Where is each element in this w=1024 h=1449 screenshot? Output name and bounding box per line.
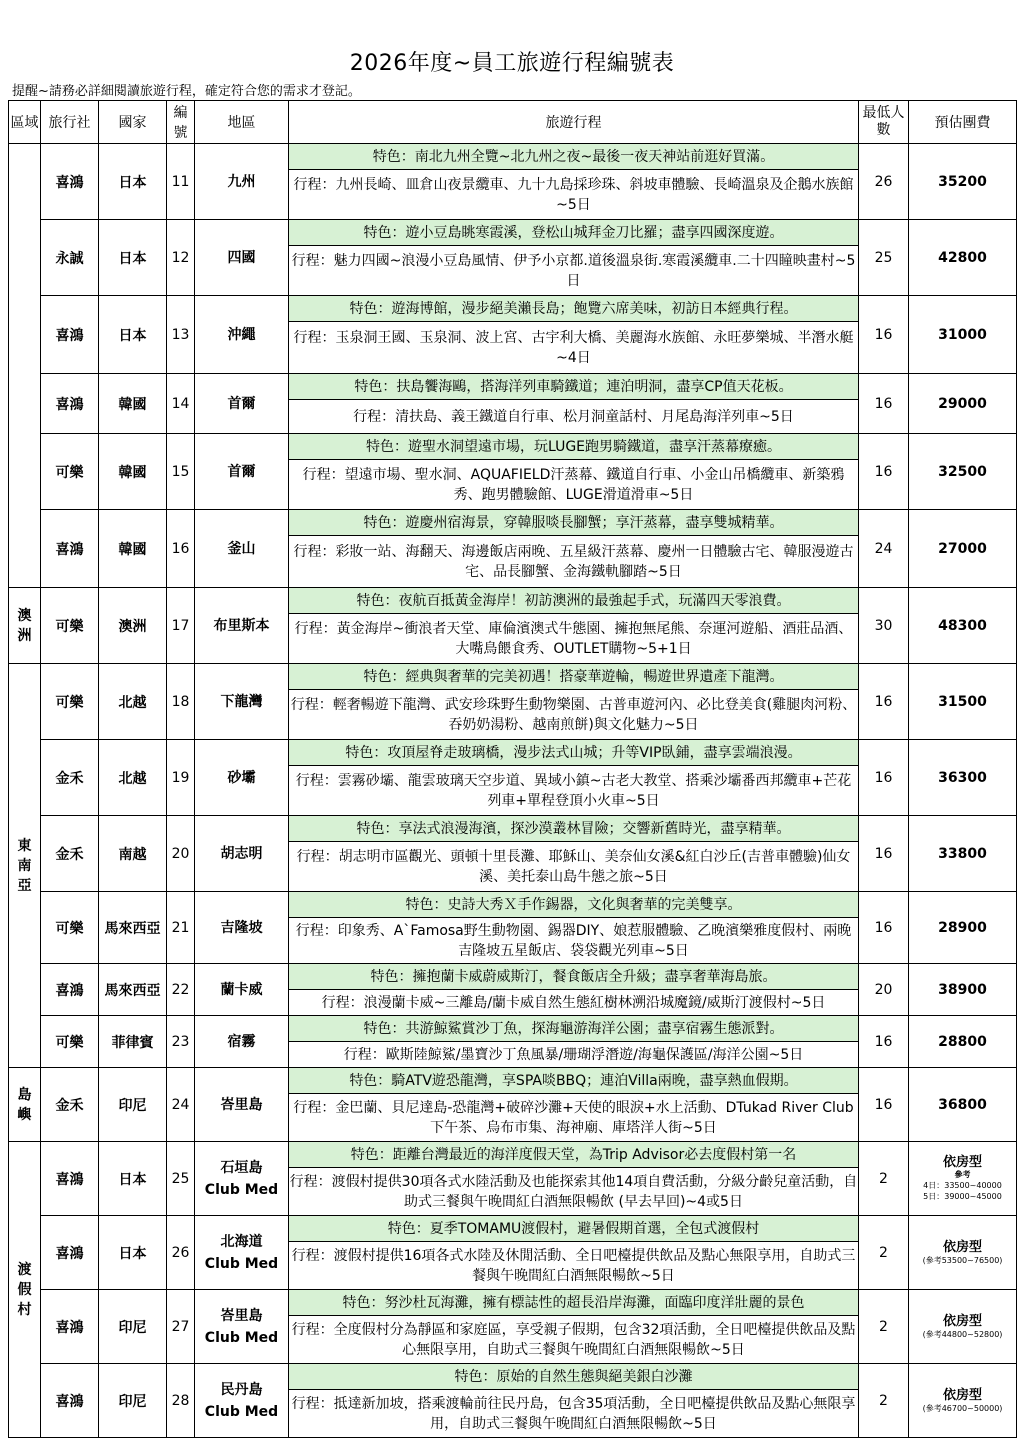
feature-cell: 特色：經典與奢華的完美初遇！搭豪華遊輪，暢遊世界遺產下龍灣。 [289, 664, 859, 690]
itinerary-cell: 行程：魅力四國~浪漫小豆島風情、伊予小京都.道後溫泉街.寒霞溪纜車.二十四瞳映畫村~5日 [289, 246, 859, 296]
feature-cell: 特色：享法式浪漫海濱，探沙漠叢林冒險；交響新舊時光，盡享精華。 [289, 816, 859, 842]
agency-cell: 喜鴻 [41, 1142, 99, 1216]
fee-cell: 36800 [909, 1068, 1017, 1142]
trip-row [9, 740, 1017, 766]
header-min-people: 最低人數 [859, 101, 909, 144]
fee-cell: 29000 [909, 374, 1017, 434]
agency-cell: 金禾 [41, 740, 99, 816]
min-people-cell: 16 [859, 1068, 909, 1142]
fee-cell [909, 1364, 1017, 1438]
itinerary-cell: 行程：歐斯陸鯨鯊/墨寶沙丁魚風暴/珊瑚浮潛遊/海龜保護區/海洋公園~5日 [289, 1042, 859, 1068]
area-name: 蘭卡威 [220, 981, 263, 998]
min-people-cell: 16 [859, 740, 909, 816]
area-cell [195, 1216, 289, 1290]
area-cell [195, 1142, 289, 1216]
trip-row [9, 964, 1017, 990]
min-people-cell: 16 [859, 296, 909, 374]
trip-row [9, 1016, 1017, 1042]
area-cell [195, 740, 289, 816]
agency-cell: 可樂 [41, 1016, 99, 1068]
itinerary-cell: 行程：黃金海岸~衝浪者天堂、庫倫濱澳式牛態園、擁抱無尾熊、奈運河遊船、酒莊品酒、大嘴鳥餵食秀、OUTLET購物~5+1日 [289, 614, 859, 664]
min-people-cell: 2 [859, 1142, 909, 1216]
area-resort-name: Club Med [204, 1181, 279, 1198]
area-cell [195, 296, 289, 374]
area-cell [195, 964, 289, 1016]
country-cell: 日本 [99, 1142, 167, 1216]
number-cell: 17 [167, 588, 195, 664]
area-name: 北海道 [220, 1233, 263, 1250]
feature-cell: 特色：夏季TOMAMU渡假村，避暑假期首選，全包式渡假村 [289, 1216, 859, 1242]
min-people-cell: 2 [859, 1216, 909, 1290]
region-cell [9, 144, 41, 588]
itinerary-cell: 行程：渡假村提供16項各式水陸及休閒活動、全日吧檯提供飲品及點心無限享用，自助式三餐與午晚間紅白酒無限暢飲~5日 [289, 1242, 859, 1290]
area-cell [195, 1364, 289, 1438]
fee-note: (參考53500~76500) [922, 1255, 1003, 1265]
itinerary-cell: 行程：輕奢暢遊下龍灣、武安珍珠野生動物樂園、古普車遊河內、必比登美食(雞腿肉河粉、吞奶奶湯粉、越南煎餅)與文化魅力~5日 [289, 690, 859, 740]
feature-cell: 特色：遊慶州宿海景，穿韓服啖長腳蟹；享汗蒸幕，盡享雙城精華。 [289, 510, 859, 536]
min-people-cell: 16 [859, 434, 909, 510]
agency-cell: 喜鴻 [41, 1290, 99, 1364]
number-cell: 22 [167, 964, 195, 1016]
fee-label: 依房型 [942, 1387, 982, 1403]
area-name: 首爾 [227, 463, 256, 480]
area-name: 胡志明 [220, 845, 263, 862]
area-resort-name: Club Med [204, 1329, 279, 1346]
area-cell [195, 664, 289, 740]
area-cell [195, 1016, 289, 1068]
fee-cell: 28900 [909, 892, 1017, 964]
number-cell: 28 [167, 1364, 195, 1438]
feature-cell: 特色：擁抱蘭卡威蔚威斯汀，餐食飯店全升級；盡享奢華海島旅。 [289, 964, 859, 990]
fee-reference: 參考 [954, 1170, 971, 1179]
fee-cell: 42800 [909, 220, 1017, 296]
number-cell: 11 [167, 144, 195, 220]
fee-note: (參考46700~50000) [922, 1403, 1003, 1413]
country-cell: 馬來西亞 [99, 964, 167, 1016]
number-cell: 12 [167, 220, 195, 296]
feature-cell: 特色：原始的自然生態與絕美銀白沙灘 [289, 1364, 859, 1390]
trip-row [9, 1142, 1017, 1168]
country-cell: 菲律賓 [99, 1016, 167, 1068]
fee-cell: 36300 [909, 740, 1017, 816]
number-cell: 23 [167, 1016, 195, 1068]
table-body [9, 144, 1017, 1438]
country-cell: 澳洲 [99, 588, 167, 664]
itinerary-cell: 行程：胡志明市區觀光、頭頓十里長灘、耶穌山、美奈仙女溪&紅白沙丘(吉普車體驗)仙女溪、美托泰山島牛態之旅~5日 [289, 842, 859, 892]
area-name: 沖繩 [227, 326, 256, 343]
country-cell: 韓國 [99, 510, 167, 588]
header-agency: 旅行社 [41, 101, 99, 144]
feature-cell: 特色：騎ATV遊恐龍灣，享SPA啖BBQ；連泊Villa兩晚，盡享熱血假期。 [289, 1068, 859, 1094]
country-cell: 日本 [99, 296, 167, 374]
number-cell: 15 [167, 434, 195, 510]
min-people-cell: 26 [859, 144, 909, 220]
itinerary-cell: 行程：抵達新加坡，搭乘渡輪前往民丹島，包含35項活動，全日吧檯提供飲品及點心無限享用，自助式三餐與午晚間紅白酒無限暢飲~5日 [289, 1390, 859, 1438]
area-cell [195, 1290, 289, 1364]
itinerary-cell: 行程：望遠市場、聖水洞、AQUAFIELD汗蒸幕、鐵道自行車、小金山吊橋纜車、新築鴉秀、跑男體驗館、LUGE滑道滑車~5日 [289, 460, 859, 510]
reminder-text: 提醒~請務必詳細閱讀旅遊行程，確定符合您的需求才登記。 [12, 84, 361, 99]
fee-cell [909, 1290, 1017, 1364]
region-cell [9, 588, 41, 664]
feature-cell: 特色：扶島饗海鷗，搭海洋列車騎鐵道；連泊明洞，盡享CP值天花板。 [289, 374, 859, 400]
number-cell: 20 [167, 816, 195, 892]
feature-cell: 特色：南北九州全覽~北九州之夜~最後一夜天神站前逛好買滿。 [289, 144, 859, 170]
header-region: 區域 [9, 101, 41, 144]
region-label: 澳洲 [17, 607, 32, 644]
fee-cell [909, 1216, 1017, 1290]
region-cell [9, 1142, 41, 1438]
fee-cell: 33800 [909, 816, 1017, 892]
page-title: 2026年度~員工旅遊行程編號表 [349, 51, 675, 76]
fee-cell: 31000 [909, 296, 1017, 374]
area-cell [195, 816, 289, 892]
trip-row [9, 144, 1017, 170]
area-name: 首爾 [227, 395, 256, 412]
agency-cell: 喜鴻 [41, 144, 99, 220]
number-cell: 25 [167, 1142, 195, 1216]
trip-row [9, 1068, 1017, 1094]
number-cell: 16 [167, 510, 195, 588]
region-cell [9, 664, 41, 1068]
min-people-cell: 16 [859, 1016, 909, 1068]
itinerary-cell: 行程：九州長崎、皿倉山夜景纜車、九十九島採珍珠、斜坡車體驗、長崎溫泉及企鵝水族館~5日 [289, 170, 859, 220]
trip-row [9, 510, 1017, 536]
agency-cell: 喜鴻 [41, 296, 99, 374]
country-cell: 北越 [99, 740, 167, 816]
itinerary-cell: 行程：浪漫蘭卡威~三離島/蘭卡威自然生態紅樹林溯沿城魔鏡/威斯汀渡假村~5日 [289, 990, 859, 1016]
region-label: 渡假村 [17, 1261, 32, 1318]
itinerary-cell: 行程：清扶島、義王鐵道自行車、松月洞童話村、月尾島海洋列車~5日 [289, 400, 859, 434]
agency-cell: 可樂 [41, 664, 99, 740]
itinerary-cell: 行程：渡假村提供30項各式水陸活動及也能探索其他14項自費活動，分級分齡兒童活動，自助式三餐與午晚間紅白酒無限暢飲 (早去早回)~4或5日 [289, 1168, 859, 1216]
feature-cell: 特色：努沙杜瓦海灘，擁有標誌性的超長沿岸海灘，面臨印度洋壯麗的景色 [289, 1290, 859, 1316]
feature-cell: 特色：遊小豆島眺寒霞溪，登松山城拜金刀比羅；盡享四國深度遊。 [289, 220, 859, 246]
header-country: 國家 [99, 101, 167, 144]
agency-cell: 可樂 [41, 892, 99, 964]
header-row [9, 101, 1017, 144]
area-cell [195, 374, 289, 434]
feature-cell: 特色：共游鯨鯊賞沙丁魚，探海龜游海洋公園；盡享宿霧生態派對。 [289, 1016, 859, 1042]
area-name: 吉隆坡 [220, 919, 263, 936]
min-people-cell: 25 [859, 220, 909, 296]
country-cell: 日本 [99, 220, 167, 296]
fee-cell [909, 1142, 1017, 1216]
fee-note: (參考44800~52800) [922, 1329, 1003, 1339]
trip-row [9, 816, 1017, 842]
fee-cell: 35200 [909, 144, 1017, 220]
feature-cell: 特色：遊海博館，漫步絕美瀨長島；飽覽六席美味，初訪日本經典行程。 [289, 296, 859, 322]
country-cell: 韓國 [99, 434, 167, 510]
area-name: 宿霧 [227, 1033, 256, 1050]
itinerary-table [8, 100, 1017, 1438]
header-number: 編號 [167, 101, 195, 144]
fee-label: 依房型 [942, 1239, 982, 1255]
fee-cell: 31500 [909, 664, 1017, 740]
feature-cell: 特色：夜航百抵黃金海岸！初訪澳洲的最強起手式，玩滿四天零浪費。 [289, 588, 859, 614]
area-name: 民丹島 [220, 1381, 263, 1398]
area-name: 下龍灣 [220, 693, 263, 710]
min-people-cell: 16 [859, 816, 909, 892]
number-cell: 24 [167, 1068, 195, 1142]
area-cell [195, 220, 289, 296]
agency-cell: 金禾 [41, 1068, 99, 1142]
itinerary-cell: 行程：金巴蘭、貝尼達島-恐龍灣+破碎沙灘+天使的眼淚+水上活動、DTukad River Club下午茶、烏布市集、海神廟、庫塔洋人街~5日 [289, 1094, 859, 1142]
agency-cell: 喜鴻 [41, 1364, 99, 1438]
region-cell [9, 1068, 41, 1142]
itinerary-cell: 行程：彩妝一站、海翻天、海邊飯店兩晚、五星級汗蒸幕、慶州一日體驗古宅、韓服漫遊古宅、品長腳蟹、金海鐵軌腳踏~5日 [289, 536, 859, 588]
min-people-cell: 16 [859, 664, 909, 740]
country-cell: 韓國 [99, 374, 167, 434]
country-cell: 北越 [99, 664, 167, 740]
fee-note: 4日：33500~40000 [923, 1181, 1002, 1190]
trip-row [9, 1290, 1017, 1316]
area-resort-name: Club Med [204, 1255, 279, 1272]
number-cell: 21 [167, 892, 195, 964]
area-cell [195, 144, 289, 220]
area-name: 九州 [227, 173, 256, 190]
country-cell: 印尼 [99, 1068, 167, 1142]
agency-cell: 可樂 [41, 588, 99, 664]
number-cell: 18 [167, 664, 195, 740]
country-cell: 馬來西亞 [99, 892, 167, 964]
agency-cell: 喜鴻 [41, 1216, 99, 1290]
min-people-cell: 16 [859, 892, 909, 964]
trip-row [9, 220, 1017, 246]
fee-cell: 38900 [909, 964, 1017, 1016]
agency-cell: 喜鴻 [41, 964, 99, 1016]
feature-cell: 特色：攻頂屋脊走玻璃橋，漫步法式山城；升等VIP臥鋪，盡享雲端浪漫。 [289, 740, 859, 766]
header-itinerary: 旅遊行程 [289, 101, 859, 144]
area-name: 砂壩 [227, 769, 256, 786]
feature-cell: 特色：史詩大秀Ｘ手作錫器，文化與奢華的完美雙享。 [289, 892, 859, 918]
area-name: 四國 [227, 249, 256, 266]
agency-cell: 永誠 [41, 220, 99, 296]
trip-row [9, 434, 1017, 460]
min-people-cell: 30 [859, 588, 909, 664]
trip-row [9, 664, 1017, 690]
fee-cell: 48300 [909, 588, 1017, 664]
min-people-cell: 2 [859, 1290, 909, 1364]
agency-cell: 喜鴻 [41, 374, 99, 434]
fee-cell: 28800 [909, 1016, 1017, 1068]
region-label: 島嶼 [17, 1086, 32, 1123]
country-cell: 日本 [99, 144, 167, 220]
trip-row [9, 588, 1017, 614]
trip-row [9, 296, 1017, 322]
trip-row [9, 1364, 1017, 1390]
region-label: 東南亞 [17, 837, 32, 894]
agency-cell: 可樂 [41, 434, 99, 510]
agency-cell: 喜鴻 [41, 510, 99, 588]
trip-row [9, 374, 1017, 400]
number-cell: 13 [167, 296, 195, 374]
area-cell [195, 892, 289, 964]
min-people-cell: 20 [859, 964, 909, 1016]
fee-label: 依房型 [942, 1313, 982, 1329]
header-fee: 預估團費 [909, 101, 1017, 144]
number-cell: 26 [167, 1216, 195, 1290]
itinerary-cell: 行程：雲霧砂壩、龍雲玻璃天空步道、異域小鎮~古老大教堂、搭乘沙壩番西邦纜車+芒花列車+單程登頂小火車~5日 [289, 766, 859, 816]
area-name: 石垣島 [220, 1159, 263, 1176]
itinerary-cell: 行程：玉泉洞王國、玉泉洞、波上宮、古宇利大橋、美麗海水族館、永旺夢樂城、半潛水艇~4日 [289, 322, 859, 374]
number-cell: 27 [167, 1290, 195, 1364]
trip-row [9, 892, 1017, 918]
country-cell: 日本 [99, 1216, 167, 1290]
area-name: 峇里島 [220, 1307, 263, 1324]
fee-cell: 27000 [909, 510, 1017, 588]
min-people-cell: 24 [859, 510, 909, 588]
area-resort-name: Club Med [204, 1403, 279, 1420]
area-cell [195, 434, 289, 510]
min-people-cell: 2 [859, 1364, 909, 1438]
header-area: 地區 [195, 101, 289, 144]
itinerary-cell: 行程：印象秀、A`Famosa野生動物園、錫器DIY、娘惹服體驗、乙晚濱樂雅度假村、兩晚吉隆坡五星飯店、袋袋觀光列車~5日 [289, 918, 859, 964]
fee-note: 5日：39000~45000 [923, 1192, 1002, 1201]
feature-cell: 特色：距離台灣最近的海洋度假天堂，為Trip Advisor必去度假村第一名 [289, 1142, 859, 1168]
area-cell [195, 1068, 289, 1142]
country-cell: 印尼 [99, 1290, 167, 1364]
country-cell: 南越 [99, 816, 167, 892]
area-name: 布里斯本 [213, 617, 270, 634]
min-people-cell: 16 [859, 374, 909, 434]
trip-row [9, 1216, 1017, 1242]
number-cell: 19 [167, 740, 195, 816]
agency-cell: 金禾 [41, 816, 99, 892]
area-name: 峇里島 [220, 1096, 263, 1113]
area-name: 釜山 [227, 540, 256, 557]
feature-cell: 特色：遊聖水洞望遠市場，玩LUGE跑男騎鐵道，盡享汗蒸幕療癒。 [289, 434, 859, 460]
fee-label: 依房型 [942, 1155, 982, 1170]
country-cell: 印尼 [99, 1364, 167, 1438]
area-cell [195, 588, 289, 664]
fee-cell: 32500 [909, 434, 1017, 510]
area-cell [195, 510, 289, 588]
itinerary-cell: 行程：全度假村分為靜區和家庭區，享受親子假期，包含32項活動，全日吧檯提供飲品及點心無限享用，自助式三餐與午晚間紅白酒無限暢飲~5日 [289, 1316, 859, 1364]
number-cell: 14 [167, 374, 195, 434]
